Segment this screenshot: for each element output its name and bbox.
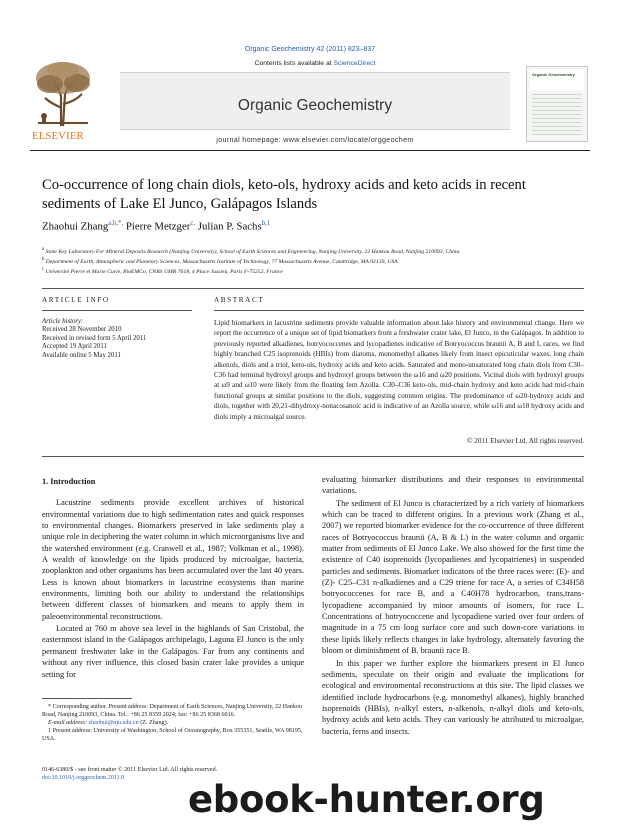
article-history xyxy=(42,318,192,360)
affiliation-mark: a xyxy=(42,247,45,252)
contents-available-line xyxy=(120,60,510,67)
masthead-rule xyxy=(30,150,590,151)
cover-title: Organic Geochemistry xyxy=(532,72,575,77)
info-top-rule xyxy=(42,288,584,289)
body-column-right xyxy=(322,474,584,737)
body-paragraph: The sediment of El Junco is characterized by a rich variety of biomarkers which can be traced to different origins. In a previous work (Zhang et al., 2007) we reported biomarker evidence for the co-occurrence of three different races of Botryococcus braunii (A, B & L) in the water column and organic matter from sediments of El Junco Lake. We also showed for the first time the existence of C40 isoprenoids (lycopadienes and lycopatrienes) in suspended particles and sediments. Biomarker indicators of the three races were: (E)- and (Z)- C25–C31 n-alkadienes and a C29 triene for race A, a series of C34H58 botryococcenes for race B, and a C40H78 hydrocarbon, trans,trans-lycopadiene accompanied by minor amounts of isomers, for race L. Concentrations of botryococcene and lycopadiene varied over four orders of magnitude in a 75 cm long surface core and such down-core variations in these lipids likely reflects changes in lake hydrology, alternately favoring the bloom or diminishment of B. braunii race B. xyxy=(322,498,584,656)
affiliation-text: Université Pierre et Marie Curie, BioEMCo, CNRS UMR 7618, 4 Place Jussieu, Paris F-75252, France xyxy=(45,268,283,275)
issn-line: 0146-6380/$ - see front matter © 2011 Elsevier Ltd. All rights reserved. xyxy=(42,767,218,773)
author-list xyxy=(42,220,270,233)
author-name[interactable]: Julian P. Sachs xyxy=(197,220,262,233)
body-paragraph: Lacustrine sediments provide excellent archives of historical environmental variations due to high sedimentation rates and quick responses to environmental changes. Biomarkers preserved in lake sediments play a unique role in deciphering the water column in which microorganisms live and the watershed environment (e.g. Cranwell et al., 1987; Volkman et al., 1998). A wealth of knowledge on the lipids produced by microalgae, bacteria, zooplankton and other organisms has been accumulated over the last 40 years. Less is known about biomarkers in lacustrine ecosystems than marine environments, limiting both our ability to understand the relationships between different classes of biomarkers and means to apply them in paleoenvironmental reconstructions. xyxy=(42,498,304,621)
watermark: ebook-hunter.org xyxy=(188,778,545,821)
author-name[interactable]: Pierre Metzger xyxy=(125,220,191,233)
abstract-text: Lipid biomarkers in lacustrine sediments provide valuable information about lake history and environmental change. Here we report the occurrence of a unique set of lipid biomarkers from a freshwater crater lake, El Junco, in the Galápagos. In addition to previously reported alkadienes, botryococcenes and lycopadienes indicative of Botryococcus braunii A, B and L races, we find highly branched C25 isoprenoids (HBIs) from diatoms, monomethyl alkanes likely from insect epicuticular waxes, long chain alkenols, diols and a triol, keto-ols, hydroxy acids and keto acids. Saturated and mono-unsaturated long chain diols from C30–C36 had terminal hydroxyl groups and hydroxyl groups between the ω16 and ω20 positions. Vicinal diols with hydroxyl groups at ω9 and ω10 were likely from the floating fern Azolla. C30–C36 keto-ols, mid-chain hydroxy and keto acids had mid-chain functional groups at similar positions to the diols, suggesting common origins. The predominance of ω20-hydroxy acids and diols, together with 20,21-dihydroxy-nonacosanoic acid is indicative of an Azolla source, while ω16 and ω18 hydroxy acids and diols imply a microalgal source. xyxy=(214,319,584,421)
footnote-email xyxy=(42,719,304,727)
affiliation-mark: c xyxy=(42,266,45,272)
author-marks[interactable]: c, xyxy=(190,220,196,227)
abstract-bottom-rule xyxy=(42,456,584,457)
author-marks[interactable]: a,b,*, xyxy=(108,220,124,227)
journal-citation[interactable]: Organic Geochemistry 42 (2011) 823–837 xyxy=(244,46,376,53)
body-paragraph: Located at 760 m above sea level in the highlands of San Cristobal, the easternmost island in the Galápagos archipelago, Laguna El Junco is the only permanent freshwater lake in the Galápagos. Far from any continents and without any river influence, this closed basin crater lake provides a unique setting for xyxy=(42,624,304,679)
article-info-heading: ARTICLE INFO xyxy=(42,296,110,304)
sciencedirect-link[interactable]: ScienceDirect xyxy=(333,60,376,67)
email-label: E-mail address: xyxy=(48,720,89,727)
journal-cover-thumbnail[interactable] xyxy=(526,66,588,142)
email-link[interactable]: zhaohui@nju.edu.cn xyxy=(88,720,139,727)
history-label: Article history: xyxy=(42,318,84,325)
affiliation-text: State Key Laboratory For Mineral Deposits Research (Nanjing University), School of Earth Sciences and Engineering, Nanjing University, 22 Hankou Road, Nanjing 210093, China xyxy=(45,248,460,255)
history-entry: Available online 5 May 2011 xyxy=(42,351,121,359)
author-name[interactable]: Zhaohui Zhang xyxy=(42,220,109,233)
body-column-left xyxy=(42,476,304,680)
journal-name: Organic Geochemistry xyxy=(237,97,393,114)
contents-prefix: Contents lists available at xyxy=(254,60,334,67)
copyright-notice: © 2011 Elsevier Ltd. All rights reserved. xyxy=(467,437,584,445)
abstract-rule xyxy=(214,310,584,311)
affiliation-text: Department of Earth, Atmospheric and Planetary Sciences, Massachusetts Institute of Technology, 77 Massachusetts Avenue, Cambridge, MA 02139, USA xyxy=(45,258,398,265)
doi-link[interactable]: doi:10.1016/j.orggeochem.2011.0 xyxy=(42,775,125,782)
section-heading-introduction: 1. Introduction xyxy=(42,477,96,486)
affiliation-item xyxy=(42,246,602,256)
author-marks[interactable]: b,1 xyxy=(261,220,271,227)
body-paragraph: In this paper we further explore the biomarkers present in El Junco sediments, speculate on their origin and evaluate the implications for ecological and environmental reconstructions at this site. The lipid classes we identified include hydrocarbons (e.g. monomethyl alkanes), highly branched isoprenoids (HBIs), n-alkyl esters, n-alkenols, n-alkyl diols and keto-ols, hydroxy acids and keto acids. They can variously be attributed to microalgae, bacteria, ferns and insects. xyxy=(322,658,584,736)
affiliation-item xyxy=(42,256,602,266)
footnote-rule xyxy=(42,698,132,699)
footnote-present-address: 1 Present address: University of Washington, School of Oceanography, Box 355351, Seattle, WA 98195, USA. xyxy=(42,728,303,743)
article-info-rule xyxy=(42,310,192,311)
history-entry: Accepted 19 April 2011 xyxy=(42,343,107,351)
cover-text-lines xyxy=(532,94,582,138)
affiliations xyxy=(42,246,602,276)
history-entry: Received in revised form 5 April 2011 xyxy=(42,334,147,342)
history-entry: Received 28 November 2010 xyxy=(42,326,122,334)
footnote-corresponding: * Corresponding author. Present address: Department of Earth Sciences, Nanjing University, 22 Hankou Road, Nanjing 210093, China. Tel.: +86 25 8359 2024; fax: +86 25 8368 6016. xyxy=(42,704,302,719)
email-suffix: (Z. Zhang). xyxy=(138,720,169,727)
article-title: Co-occurrence of long chain diols, keto-ols, hydroxy acids and keto acids in recent sediments of Lake El Junco, Galápagos Islands xyxy=(42,177,526,212)
journal-masthead xyxy=(30,58,590,144)
journal-homepage[interactable]: journal homepage: www.elsevier.com/locate/orggeochem xyxy=(216,135,414,144)
body-paragraph: evaluating biomarker distributions and their responses to environmental variations. xyxy=(322,475,584,496)
affiliation-mark: b xyxy=(42,256,45,262)
affiliation-item xyxy=(42,266,602,276)
footnotes xyxy=(42,698,304,743)
elsevier-tree-icon xyxy=(30,58,96,128)
elsevier-wordmark: ELSEVIER xyxy=(32,131,84,142)
elsevier-logo[interactable] xyxy=(30,58,98,142)
abstract-heading: ABSTRACT xyxy=(214,296,265,304)
